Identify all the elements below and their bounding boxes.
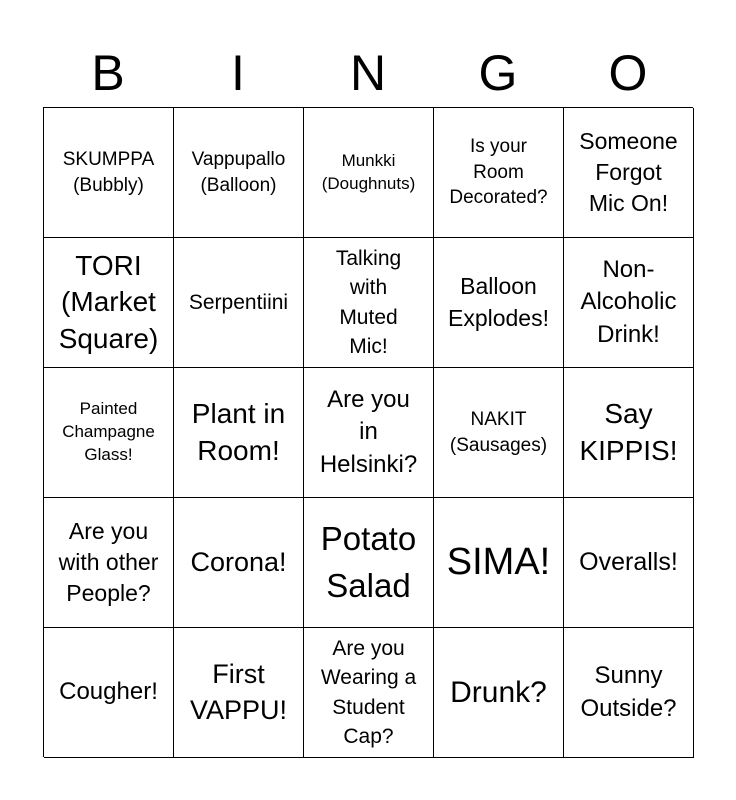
bingo-cell[interactable] [304, 628, 434, 758]
bingo-cell[interactable] [434, 628, 564, 758]
bingo-cell[interactable] [434, 368, 564, 498]
bingo-cell[interactable] [44, 498, 174, 628]
cell-text: Cougher! [59, 678, 158, 706]
cell-text: SKUMPPA (Bubbly) [62, 148, 155, 196]
cell-text: Someone Forgot Mic On! [579, 127, 678, 217]
cell-text: Non- Alcoholic Drink! [580, 255, 677, 348]
bingo-cell[interactable] [174, 498, 304, 628]
cell-text: Talking with Muted Mic! [335, 246, 402, 358]
header-letter-n: N [349, 45, 387, 101]
cell-text: Plant in Room! [191, 398, 286, 466]
bingo-board [43, 107, 693, 757]
header-letter-b: B [91, 45, 125, 101]
bingo-cell[interactable] [304, 368, 434, 498]
cell-text: Balloon Explodes! [447, 273, 549, 331]
bingo-cell[interactable] [304, 498, 434, 628]
cell-text: Are you Wearing a Student Cap? [320, 636, 417, 748]
cell-text: Overalls! [579, 548, 678, 577]
cell-text: Sunny Outside? [580, 662, 677, 722]
bingo-cell[interactable] [434, 108, 564, 238]
bingo-cell[interactable] [174, 368, 304, 498]
cell-text: NAKIT (Sausages) [449, 408, 548, 456]
bingo-cell[interactable] [44, 628, 174, 758]
bingo-cell[interactable] [564, 238, 694, 368]
header-letter-i: I [231, 45, 245, 101]
cell-text: Drunk? [450, 676, 547, 709]
bingo-cell[interactable] [434, 498, 564, 628]
header-letter-o: O [608, 45, 648, 101]
bingo-cell[interactable] [174, 238, 304, 368]
bingo-cell[interactable] [564, 628, 694, 758]
bingo-cell[interactable] [44, 368, 174, 498]
cell-text: Say KIPPIS! [579, 398, 678, 466]
cell-text: First VAPPU! [189, 659, 288, 725]
cell-text: Serpentiini [188, 290, 289, 314]
header-letter-g: G [478, 45, 518, 101]
bingo-cell[interactable] [304, 238, 434, 368]
bingo-cell[interactable] [564, 108, 694, 238]
cell-text: Painted Champagne Glass! [62, 399, 155, 464]
bingo-cell[interactable] [44, 238, 174, 368]
cell-text: Vappupallo (Balloon) [191, 148, 286, 196]
bingo-cell[interactable] [44, 108, 174, 238]
cell-text: Are you in Helsinki? [319, 385, 418, 478]
cell-text: Corona! [190, 546, 287, 577]
bingo-cell[interactable] [174, 628, 304, 758]
bingo-cell[interactable] [564, 498, 694, 628]
bingo-header [43, 40, 693, 106]
bingo-cell[interactable] [304, 108, 434, 238]
cell-text: Is your Room Decorated? [449, 136, 548, 209]
bingo-cell[interactable] [564, 368, 694, 498]
cell-text: Munkki (Doughnuts) [321, 150, 416, 193]
cell-text: SIMA! [446, 540, 551, 583]
cell-text: Potato Salad [320, 520, 417, 604]
bingo-cell[interactable] [174, 108, 304, 238]
bingo-cell[interactable] [434, 238, 564, 368]
cell-text: TORI (Market Square) [58, 249, 159, 354]
cell-text: Are you with other People? [58, 517, 159, 607]
